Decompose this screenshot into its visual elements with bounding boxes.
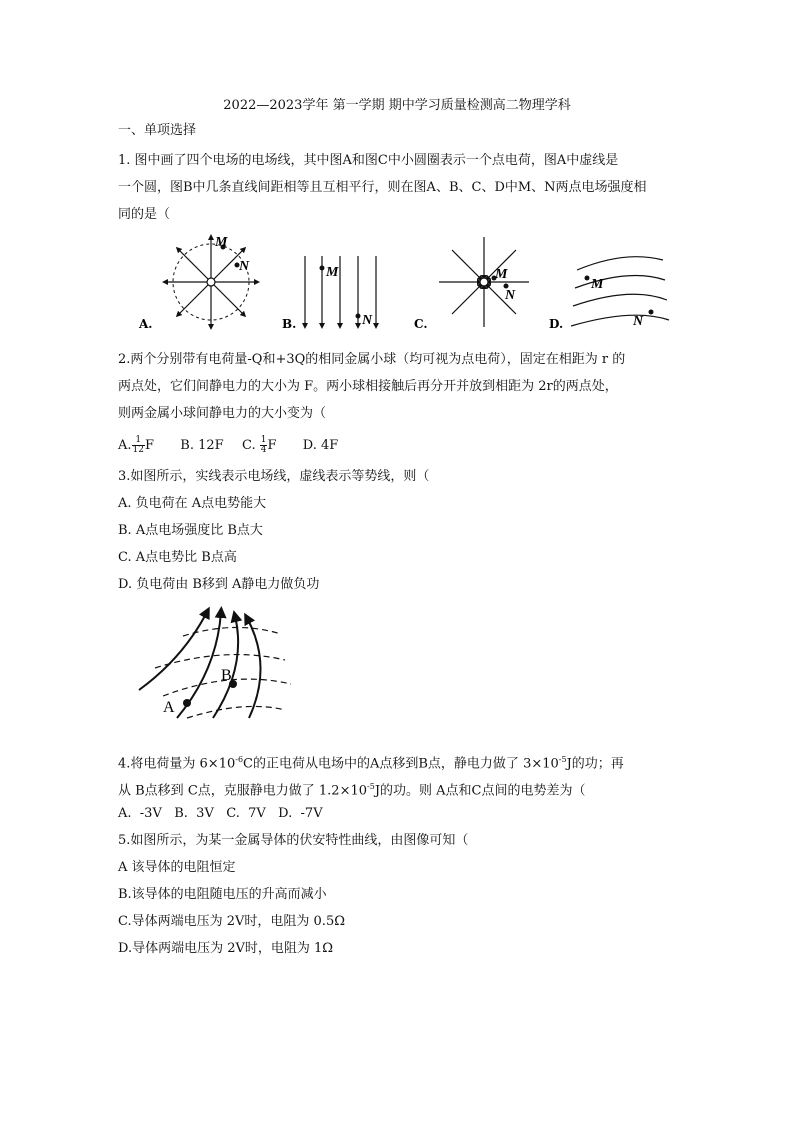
- q1-figure-c: [410, 232, 540, 332]
- q1-fig-c-m: M: [495, 267, 508, 282]
- q1-fig-c-n: N: [505, 288, 516, 303]
- q2-option-c: C. $\frac{1}{4}$ F: [241, 435, 277, 455]
- q1-figure-d: [545, 250, 675, 334]
- q1-figure-a: [135, 232, 285, 332]
- q5-stem: 5.如图所示，为某一金属导体的伏安特性曲线，由图像可知（: [118, 833, 469, 848]
- q1-fig-b-m: M: [326, 265, 339, 280]
- q3-label-a: A: [163, 699, 175, 716]
- q1-stem-line1: 1. 图中画了四个电场的电场线，其中图A和图C中小圆圈表示一个点电荷，图A中虚线是: [118, 153, 619, 168]
- q3-figure: [135, 606, 295, 724]
- q2-option-a: A. $\frac{1}{12}$ F: [118, 435, 155, 455]
- q1-fig-a-m: M: [215, 235, 228, 250]
- q2-option-b: B. 12F: [180, 438, 224, 453]
- q2-options: [118, 436, 338, 455]
- q1-fig-d-label: D.: [549, 317, 564, 331]
- q2-option-d: D. 4F: [302, 438, 339, 453]
- q5-option-c: C.导体两端电压为 2V时，电阻为 0.5Ω: [118, 914, 345, 929]
- section-heading: 一、单项选择: [118, 123, 197, 138]
- q1-stem-line2: 一个圆，图B中几条直线间距相等且互相平行，则在图A、B、C、D中M、N两点电场强度相: [118, 180, 647, 195]
- q2-stem-line1: 2.两个分别带有电荷量-Q和+3Q的相同金属小球（均可视为点电荷），固定在相距为 r 的: [118, 352, 626, 367]
- q1-fig-a-n: N: [239, 259, 250, 274]
- q1-stem-line3: 同的是（: [118, 207, 171, 222]
- q3-label-b: B: [221, 667, 232, 684]
- q4-stem-line1: 4.将电荷量为 $6\times 10^{-6}C$的正电荷从电场中的A点移到B点，静电力做了 $3\times 10^{-5}J$的功；再: [118, 755, 624, 772]
- q3-option-b: B. A点电场强度比 B点大: [118, 523, 263, 538]
- q3-stem: 3.如图所示，实线表示电场线，虚线表示等势线，则（: [118, 469, 430, 484]
- q1-fig-d-n: N: [633, 314, 644, 329]
- q5-option-a: A 该导体的电阻恒定: [118, 860, 236, 875]
- q3-option-c: C. A点电势比 B点高: [118, 550, 237, 565]
- q3-option-d: D. 负电荷由 B移到 A静电力做负功: [118, 577, 320, 592]
- q5-option-d: D.导体两端电压为 2V时，电阻为 1Ω: [118, 941, 334, 956]
- q4-options: A. -3V B. 3V C. 7V D. -7V: [118, 806, 323, 821]
- q5-option-b: B.该导体的电阻随电压的升高而减小: [118, 887, 327, 902]
- q1-fig-d-m: M: [591, 277, 604, 292]
- q1-fig-b-n: N: [362, 313, 373, 328]
- q2-stem-line2: 两点处，它们间静电力的大小为 F。两小球相接触后再分开并放到相距为 2r的两点处，: [118, 379, 618, 394]
- q1-fig-c-label: C.: [414, 317, 428, 331]
- q4-stem-line2: 从 B点移到 C点，克服静电力做了 $1.2\times 10^{-5}J$的功。则 A点和C点间的电势差为（: [118, 782, 586, 799]
- q2-stem-line3: 则两金属小球间静电力的大小变为（: [118, 406, 327, 421]
- exam-title: 2022—2023学年 第一学期 期中学习质量检测高二物理学科: [223, 98, 571, 113]
- q1-fig-b-label: B.: [282, 317, 297, 331]
- q1-fig-a-label: A.: [139, 317, 153, 331]
- q1-figure-b: [280, 252, 400, 334]
- q3-option-a: A. 负电荷在 A点电势能大: [118, 496, 267, 511]
